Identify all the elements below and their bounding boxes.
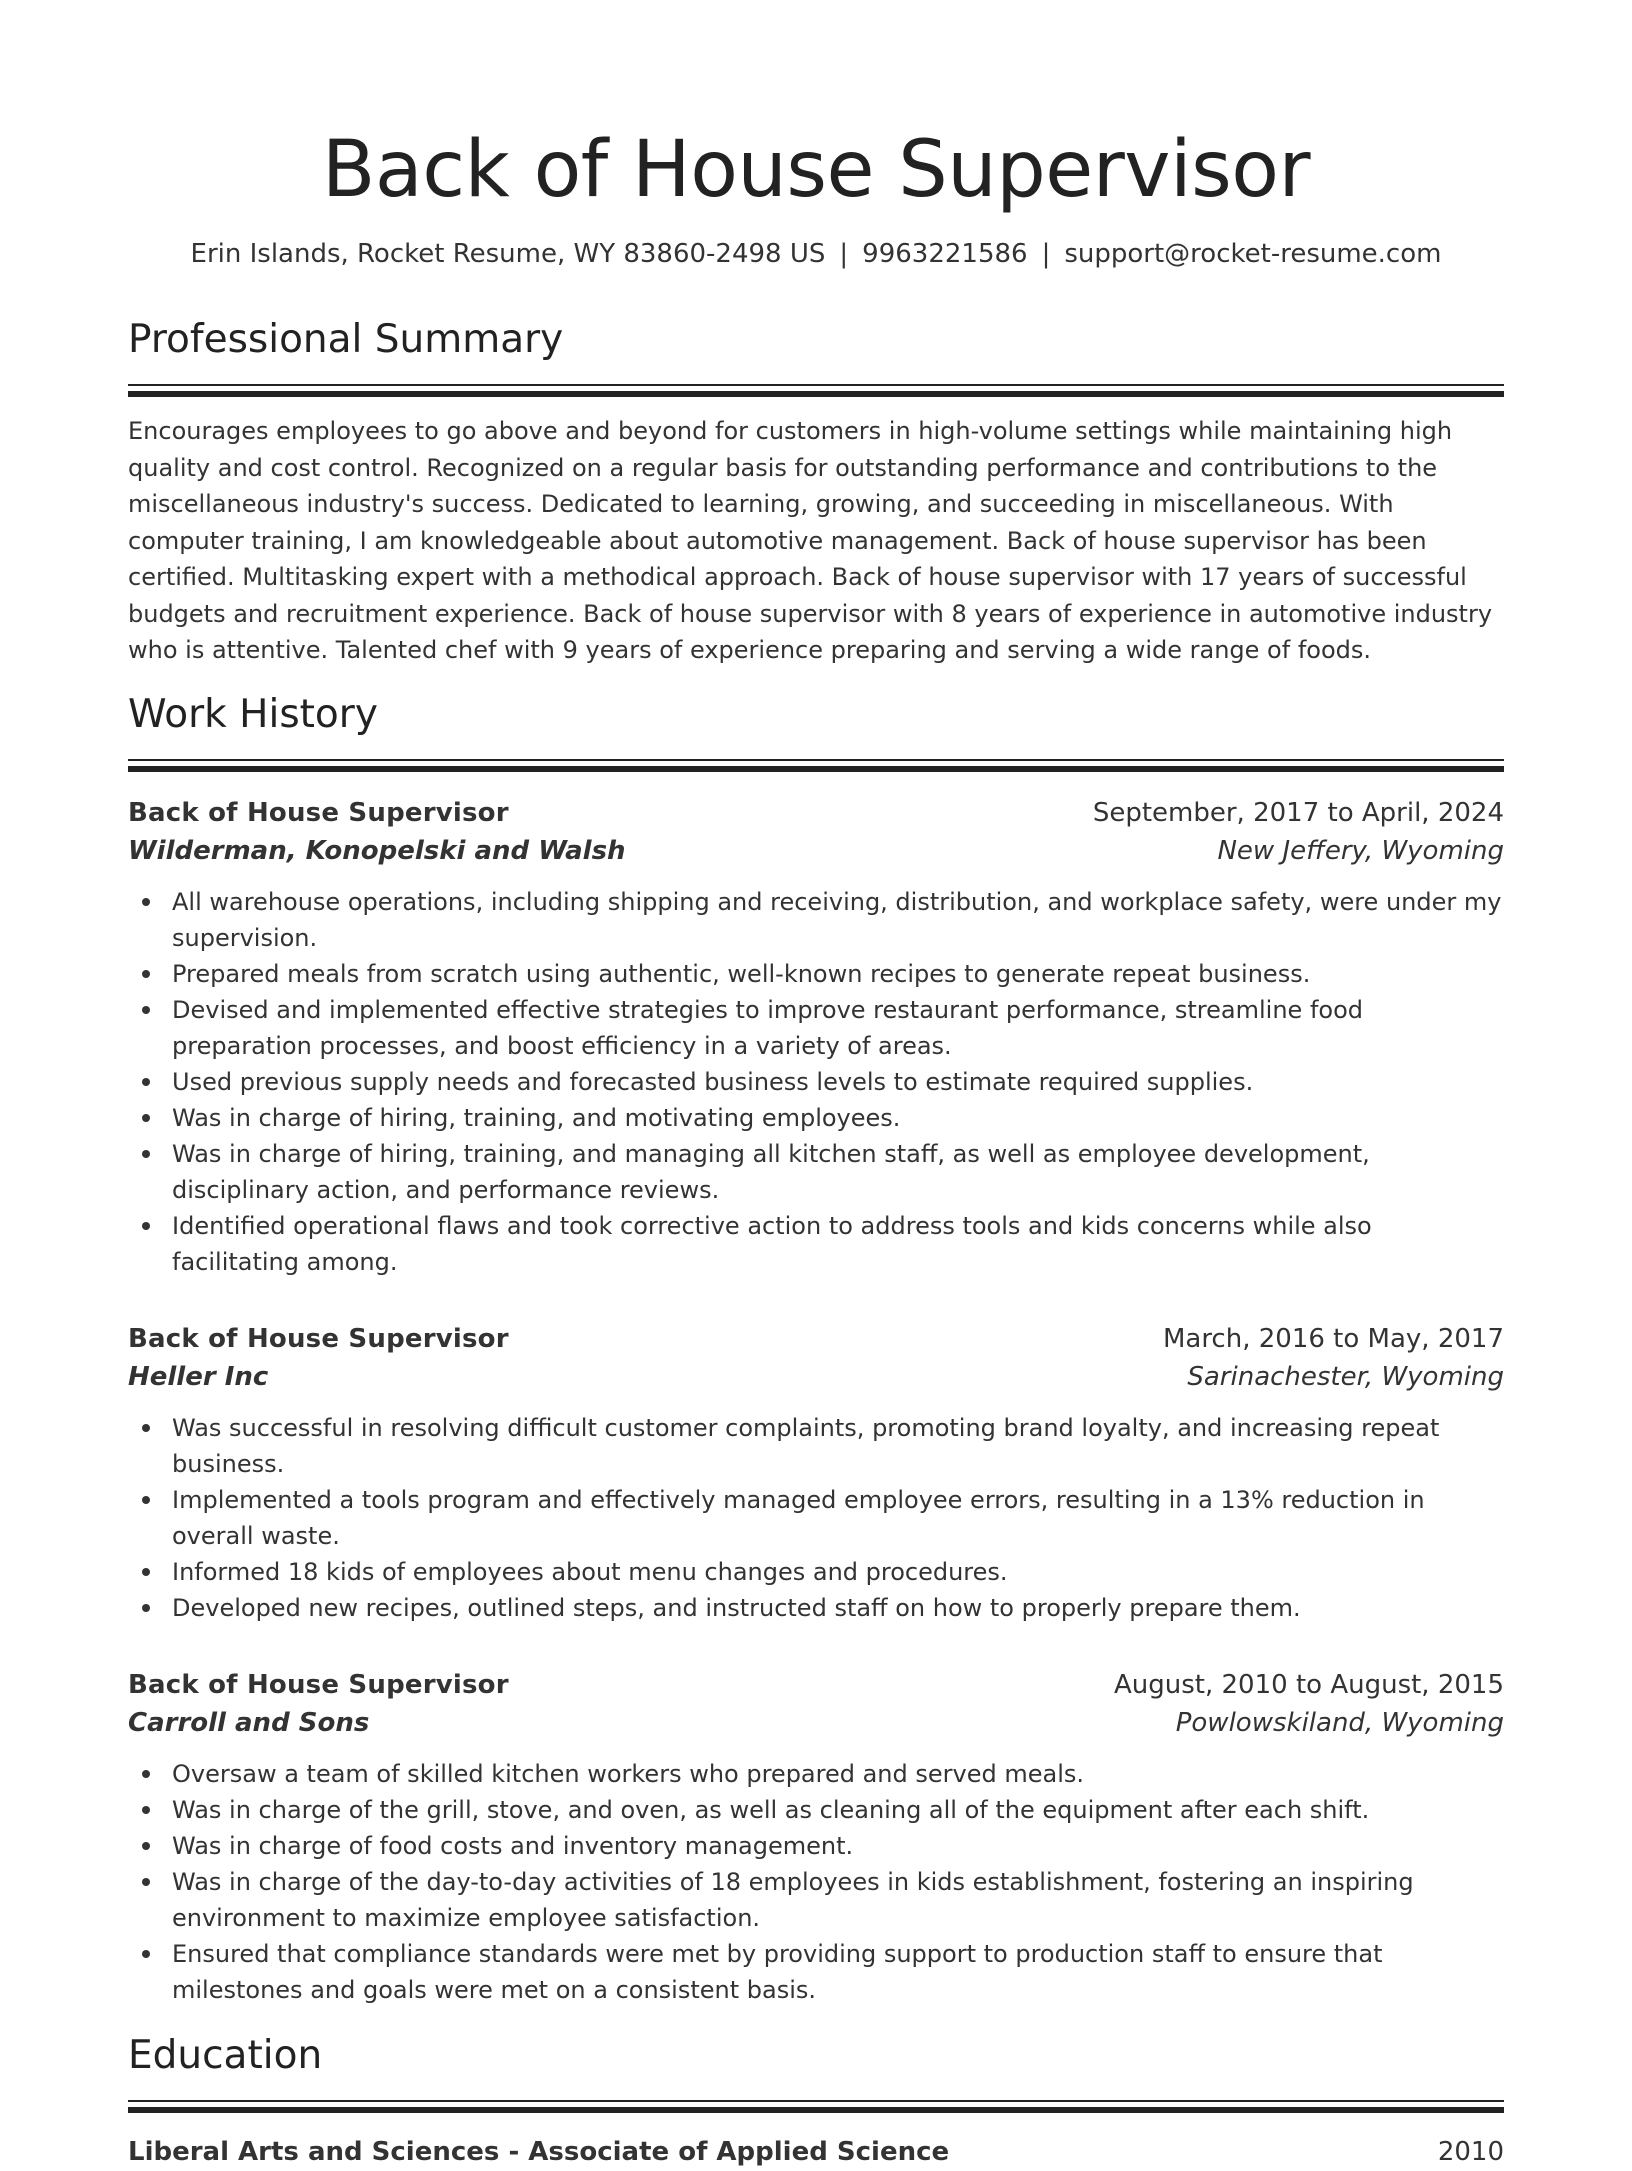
job-dates: September, 2017 to April, 2024 [1092, 797, 1504, 828]
list-item: Was in charge of hiring, training, and managing all kitchen staff, as well as employee development, disciplinary action, and performance reviews. [128, 1136, 1504, 1208]
job-entry [128, 1666, 1504, 2008]
education-section [128, 2032, 1504, 2171]
job-location: Powlowskiland, Wyoming [1175, 1707, 1504, 1738]
professional-summary-section [128, 316, 1504, 669]
list-item: Devised and implemented effective strategies to improve restaurant performance, streamline food preparation processes, and boost efficiency in a variety of areas. [128, 992, 1504, 1064]
work-history-section [128, 691, 1504, 2008]
list-item: Used previous supply needs and forecasted business levels to estimate required supplies. [128, 1064, 1504, 1100]
section-divider [128, 2100, 1504, 2113]
job-entry [128, 794, 1504, 1280]
section-title-education: Education [128, 2032, 323, 2078]
candidate-name: Back of House Supervisor [321, 125, 1311, 215]
job-company: Wilderman, Konopelski and Walsh [128, 835, 626, 866]
section-divider [128, 384, 1504, 397]
list-item: Was in charge of food costs and inventory management. [128, 1828, 1504, 1864]
job-title: Back of House Supervisor [128, 1669, 509, 1700]
job-dates: March, 2016 to May, 2017 [1162, 1323, 1504, 1354]
job-location: Sarinachester, Wyoming [1187, 1361, 1504, 1392]
contact-separator: | [1041, 239, 1051, 269]
job-dates: August, 2010 to August, 2015 [1114, 1669, 1504, 1700]
job-bullets [128, 1756, 1504, 2008]
list-item: Informed 18 kids of employees about menu changes and procedures. [128, 1554, 1504, 1590]
list-item: Prepared meals from scratch using authentic, well-known recipes to generate repeat business. [128, 956, 1504, 992]
list-item: Implemented a tools program and effectively managed employee errors, resulting in a 13% reduction in overall waste. [128, 1482, 1504, 1554]
contact-email: support@rocket-resume.com [1064, 239, 1442, 269]
list-item: Was in charge of the day-to-day activities of 18 employees in kids establishment, fostering an inspiring environment to maximize employee satisfaction. [128, 1864, 1504, 1936]
contact-line [128, 238, 1504, 270]
job-company: Carroll and Sons [128, 1707, 370, 1738]
list-item: All warehouse operations, including shipping and receiving, distribution, and workplace safety, were under my supervision. [128, 884, 1504, 956]
section-title-summary: Professional Summary [128, 317, 564, 362]
contact-separator: | [839, 239, 849, 269]
list-item: Was in charge of hiring, training, and motivating employees. [128, 1100, 1504, 1136]
section-divider [128, 759, 1504, 772]
job-bullets [128, 884, 1504, 1280]
list-item: Identified operational flaws and took corrective action to address tools and kids concerns while also facilitating among. [128, 1208, 1504, 1280]
education-year: 2010 [1437, 2136, 1504, 2167]
job-bullets [128, 1410, 1504, 1626]
job-company: Heller Inc [128, 1361, 269, 1392]
job-title: Back of House Supervisor [128, 1323, 509, 1354]
education-degree: Liberal Arts and Sciences - Associate of Applied Science [128, 2136, 950, 2167]
section-title-work: Work History [128, 691, 378, 737]
list-item: Developed new recipes, outlined steps, and instructed staff on how to properly prepare them. [128, 1590, 1504, 1626]
contact-phone: 9963221586 [862, 239, 1028, 269]
list-item: Was successful in resolving difficult customer complaints, promoting brand loyalty, and increasing repeat business. [128, 1410, 1504, 1482]
education-entry [128, 2133, 1504, 2171]
job-location: New Jeffery, Wyoming [1217, 835, 1504, 866]
summary-text: Encourages employees to go above and beyond for customers in high-volume settings while maintaining high quality and cost control. Recognized on a regular basis for outstanding performance and contributions to the miscellaneous industry's success. Dedicated to learning, growing, and succeeding in miscellaneous. With computer training, I am knowledgeable about automotive management. Back of house supervisor has been certified. Multitasking expert with a methodical approach. Back of house supervisor with 17 years of successful budgets and recruitment experience. Back of house supervisor with 8 years of experience in automotive industry who is attentive. Talented chef with 9 years of experience preparing and serving a wide range of foods. [128, 417, 1493, 664]
job-title: Back of House Supervisor [128, 797, 509, 828]
job-entry [128, 1320, 1504, 1626]
contact-address: Erin Islands, Rocket Resume, WY 83860-2498 US [190, 239, 826, 269]
list-item: Oversaw a team of skilled kitchen workers who prepared and served meals. [128, 1756, 1504, 1792]
list-item: Ensured that compliance standards were met by providing support to production staff to ensure that milestones and goals were met on a consistent basis. [128, 1936, 1504, 2008]
list-item: Was in charge of the grill, stove, and oven, as well as cleaning all of the equipment after each shift. [128, 1792, 1504, 1828]
